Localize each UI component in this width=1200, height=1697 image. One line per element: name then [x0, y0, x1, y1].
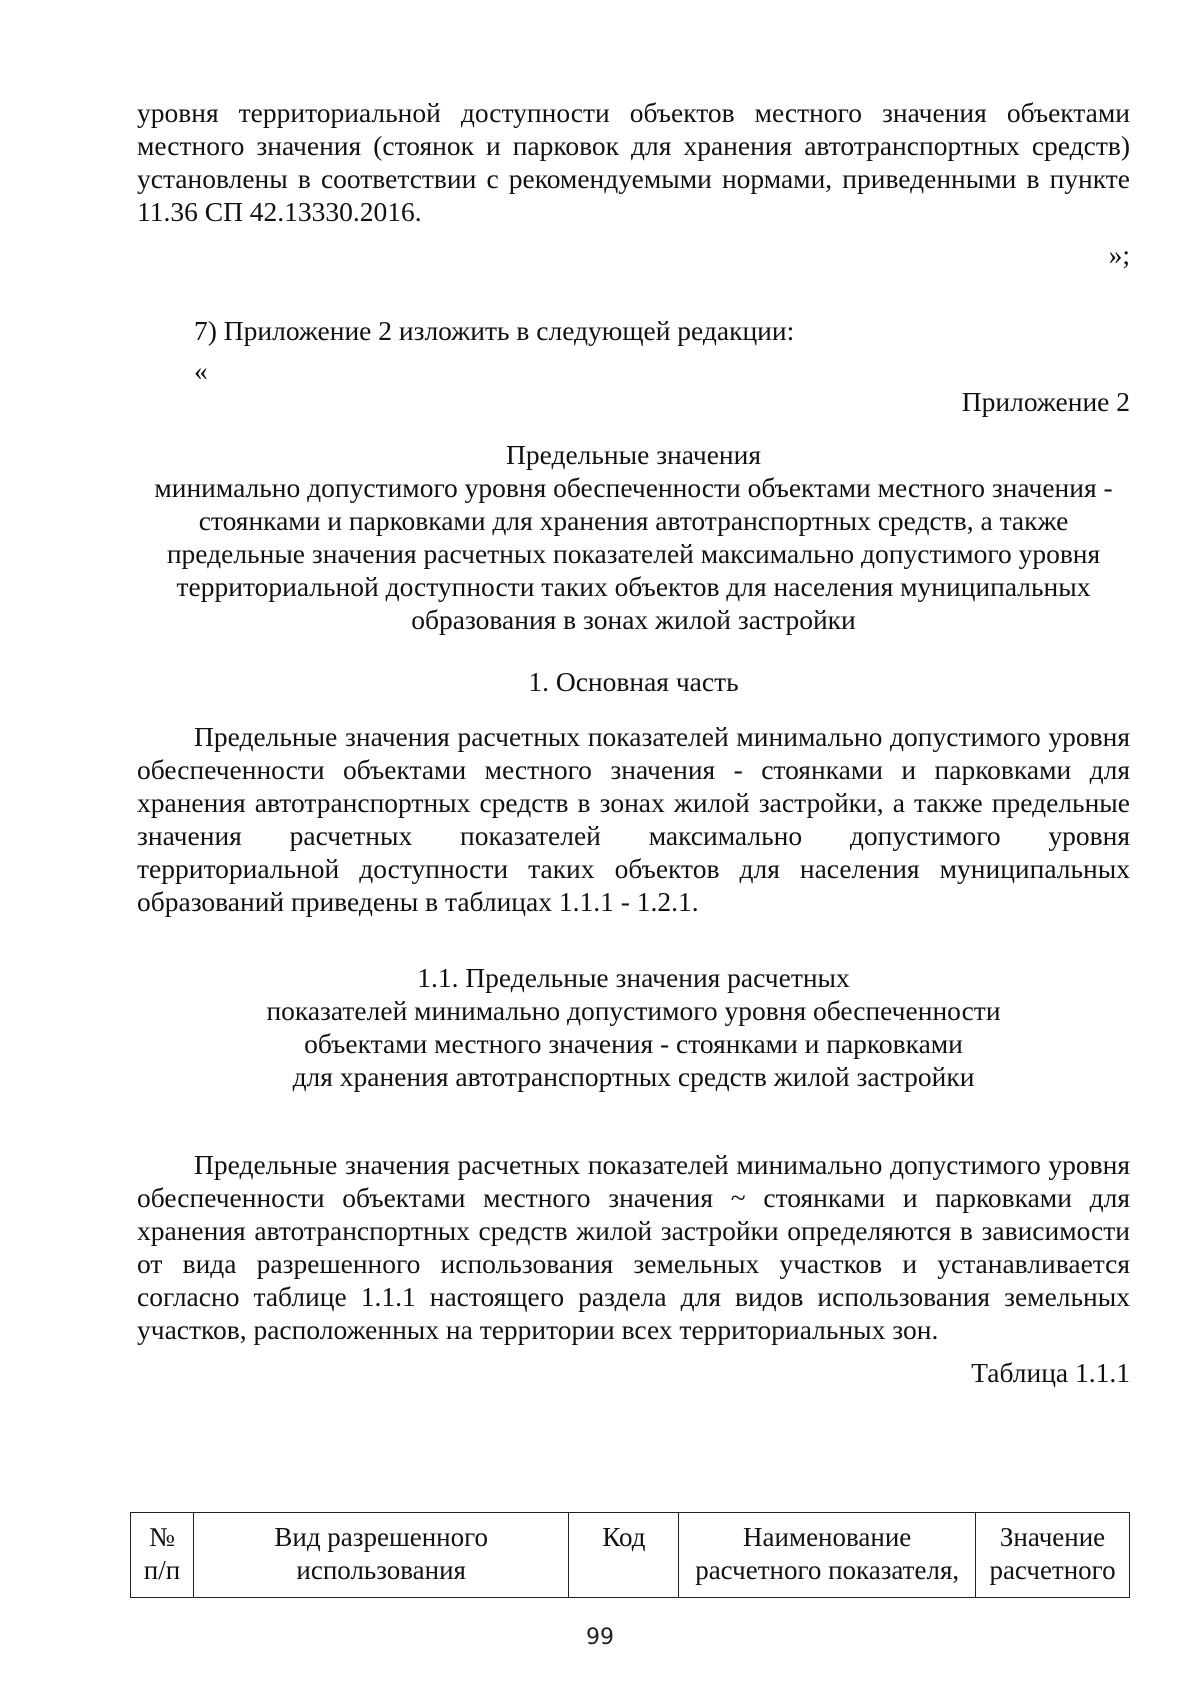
opening-quote: «	[194, 355, 208, 386]
header-line: использования	[296, 1555, 466, 1585]
header-code	[569, 1513, 679, 1598]
header-line: Вид разрешенного	[274, 1522, 489, 1552]
header-line: расчетного	[989, 1555, 1116, 1585]
main-title-line: образования в зонах жилой застройки	[411, 604, 856, 635]
subsection-heading-line: для хранения автотранспортных средств жилой застройки	[292, 1061, 975, 1092]
main-title-line: Предельные значения	[506, 439, 761, 470]
page-number: 99	[586, 1625, 614, 1650]
header-number	[131, 1513, 194, 1598]
header-line: Значение	[999, 1522, 1106, 1552]
header-line: Наименование	[743, 1522, 912, 1552]
closing-quote: »;	[1108, 239, 1130, 270]
parameters-table	[130, 1512, 1130, 1598]
subsection-heading-line: объектами местного значения - стоянками и парковками	[304, 1028, 963, 1059]
header-indicator-name	[679, 1513, 976, 1598]
main-title-line: предельные значения расчетных показателей максимально допустимого уровня	[166, 538, 1101, 569]
header-line: Код	[602, 1522, 646, 1552]
document-page	[137, 96, 1130, 1389]
item-7-instruction: 7) Приложение 2 изложить в следующей редакции:	[194, 315, 795, 346]
header-value	[976, 1513, 1130, 1598]
intro-paragraph: уровня территориальной доступности объектов местного значения объектами местного значения (стоянок и парковок для хранения автотранспортных средств) установлены в соответствии с рекомендуемыми нормами, приведенными в пункте 11.36 СП 42.13330.2016.	[137, 97, 1130, 227]
main-title-line: стоянками и парковками для хранения автотранспортных средств, а также	[198, 505, 1069, 536]
header-use-type	[193, 1513, 569, 1598]
section-paragraph: Предельные значения расчетных показателей минимально допустимого уровня обеспеченности объектами местного значения - стоянками и парковками для хранения автотранспортных средств в зонах жилой застройки, а также предельные значения расчетных показателей максимально допустимого уровня территориальной доступности таких объектов для населения муниципальных образований приведены в таблицах 1.1.1 - 1.2.1.	[137, 721, 1130, 917]
subsection-paragraph: Предельные значения расчетных показателей минимально допустимого уровня обеспеченности объектами местного значения ~ стоянками и парковками для хранения автотранспортных средств жилой застройки определяются в зависимости от вида разрешенного использования земельных участков и устанавливается согласно таблице 1.1.1 настоящего раздела для видов использования земельных участков, расположенных на территории всех территориальных зон.	[137, 1149, 1130, 1345]
main-title-line: территориальной доступности таких объектов для населения муниципальных	[176, 571, 1091, 602]
header-line: расчетного показателя,	[695, 1555, 960, 1585]
table-header-row	[131, 1513, 1130, 1598]
main-title-line: минимально допустимого уровня обеспеченности объектами местного значения -	[154, 472, 1113, 503]
table-label: Таблица 1.1.1	[971, 1357, 1130, 1388]
appendix-label: Приложение 2	[961, 386, 1130, 417]
section-heading: 1. Основная часть	[528, 666, 739, 697]
header-line: №	[149, 1522, 175, 1552]
subsection-heading-line: показателей минимально допустимого уровня обеспеченности	[266, 995, 1001, 1026]
subsection-heading	[137, 961, 1130, 1093]
header-line: п/п	[143, 1555, 181, 1585]
main-title	[137, 438, 1130, 636]
subsection-heading-line: 1.1. Предельные значения расчетных	[417, 962, 850, 993]
